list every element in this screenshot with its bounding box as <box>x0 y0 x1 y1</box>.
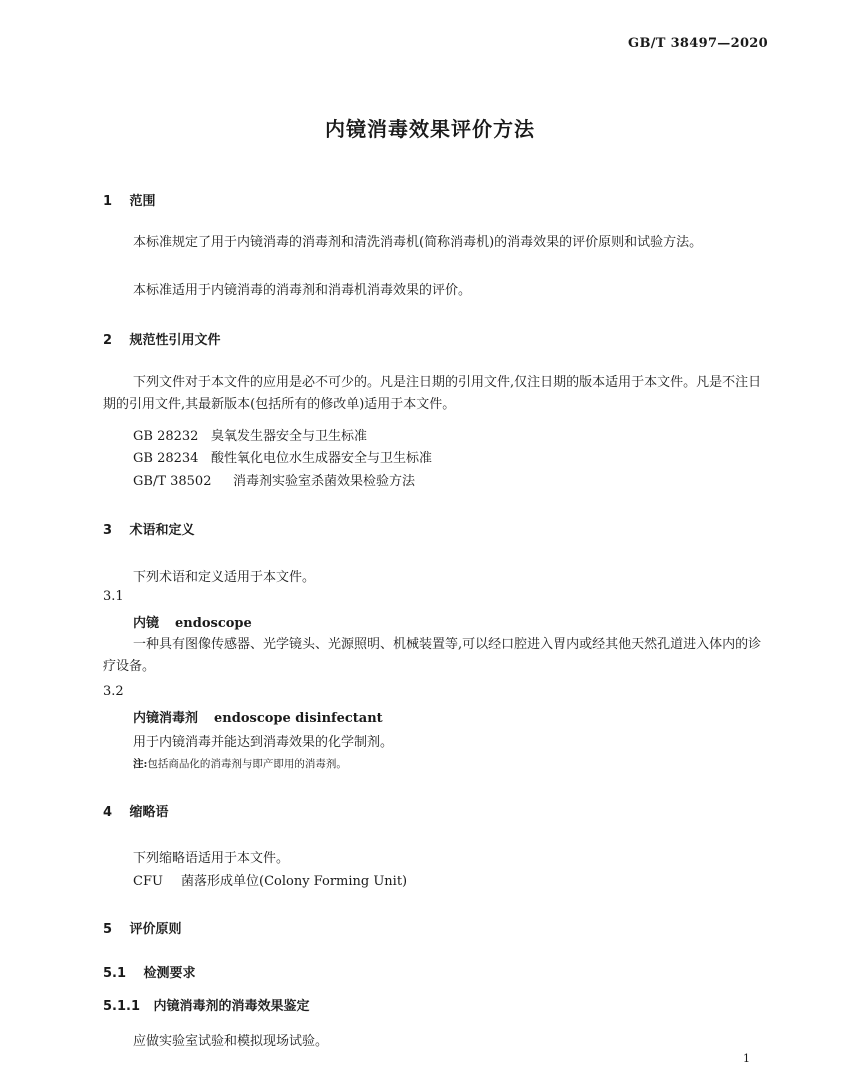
reference-title: 臭氧发生器安全与卫生标准 <box>211 429 368 444</box>
reference-code: GB/T 38502 <box>133 474 212 489</box>
term-number: 3.2 <box>103 684 124 699</box>
subsection-number: 5.1.1 <box>103 999 141 1014</box>
term-english: endoscope <box>175 616 252 631</box>
subsection-title: 内镜消毒剂的消毒效果鉴定 <box>153 999 310 1014</box>
page-number: 1 <box>743 1052 750 1065</box>
term-chinese: 内镜消毒剂 <box>133 711 199 726</box>
document-title: 内镜消毒效果评价方法 <box>325 117 535 141</box>
section-1-heading <box>103 190 156 209</box>
section-number: 2 <box>103 333 113 348</box>
section-title: 规范性引用文件 <box>129 333 221 348</box>
term-english: endoscope disinfectant <box>214 711 383 726</box>
section-4-heading <box>103 801 169 820</box>
subsection-5-1-1-paragraph: 应做实验室试验和模拟现场试验。 <box>133 1034 329 1049</box>
section-number: 1 <box>103 194 113 209</box>
term-heading <box>133 612 252 631</box>
note-label: 注: <box>133 758 148 770</box>
standard-code: GB/T 38497—2020 <box>628 36 768 51</box>
reference-title: 消毒剂实验室杀菌效果检验方法 <box>233 474 416 489</box>
section-title: 范围 <box>129 194 156 209</box>
term-note <box>133 756 347 771</box>
reference-title: 酸性氧化电位水生成器安全与卫生标准 <box>211 451 433 466</box>
section-title: 术语和定义 <box>129 523 195 538</box>
subsection-5-1-1-heading <box>103 995 310 1014</box>
section-title: 缩略语 <box>129 805 169 820</box>
section-number: 3 <box>103 523 113 538</box>
abbreviation-code: CFU <box>133 874 163 889</box>
section-title: 评价原则 <box>129 922 182 937</box>
section-2-paragraph-1: 下列文件对于本文件的应用是必不可少的。凡是注日期的引用文件,仅注日期的版本适用于本文件。凡是不注日期的引用文件,其最新版本(包括所有的修改单)适用于本文件。 <box>103 375 762 412</box>
section-1-paragraph-1: 本标准规定了用于内镜消毒的消毒剂和清洗消毒机(简称消毒机)的消毒效果的评价原则和试验方法。 <box>133 235 703 250</box>
reference-code: GB 28232 <box>133 429 199 444</box>
subsection-title: 检测要求 <box>143 966 196 981</box>
abbreviation-entry <box>133 870 407 889</box>
term-heading <box>133 707 383 726</box>
section-5-heading <box>103 918 182 937</box>
section-2-heading <box>103 329 221 348</box>
normative-reference <box>133 425 367 444</box>
section-3-heading <box>103 519 195 538</box>
normative-reference <box>133 447 432 466</box>
normative-reference <box>133 470 415 489</box>
section-1-paragraph-2: 本标准适用于内镜消毒的消毒剂和消毒机消毒效果的评价。 <box>133 283 472 298</box>
reference-code: GB 28234 <box>133 451 199 466</box>
subsection-5-1-heading <box>103 962 196 981</box>
term-definition: 用于内镜消毒并能达到消毒效果的化学制剂。 <box>133 735 394 750</box>
section-number: 5 <box>103 922 113 937</box>
note-text: 包括商品化的消毒剂与即产即用的消毒剂。 <box>147 758 347 770</box>
term-number: 3.1 <box>103 589 124 604</box>
term-definition: 一种具有图像传感器、光学镜头、光源照明、机械装置等,可以经口腔进入胃内或经其他天然孔道进入体内的诊疗设备。 <box>103 637 762 674</box>
term-chinese: 内镜 <box>133 616 160 631</box>
section-number: 4 <box>103 805 113 820</box>
subsection-number: 5.1 <box>103 966 127 981</box>
section-3-intro: 下列术语和定义适用于本文件。 <box>133 570 316 585</box>
abbreviation-definition: 菌落形成单位(Colony Forming Unit) <box>181 874 408 889</box>
section-4-intro: 下列缩略语适用于本文件。 <box>133 851 290 866</box>
